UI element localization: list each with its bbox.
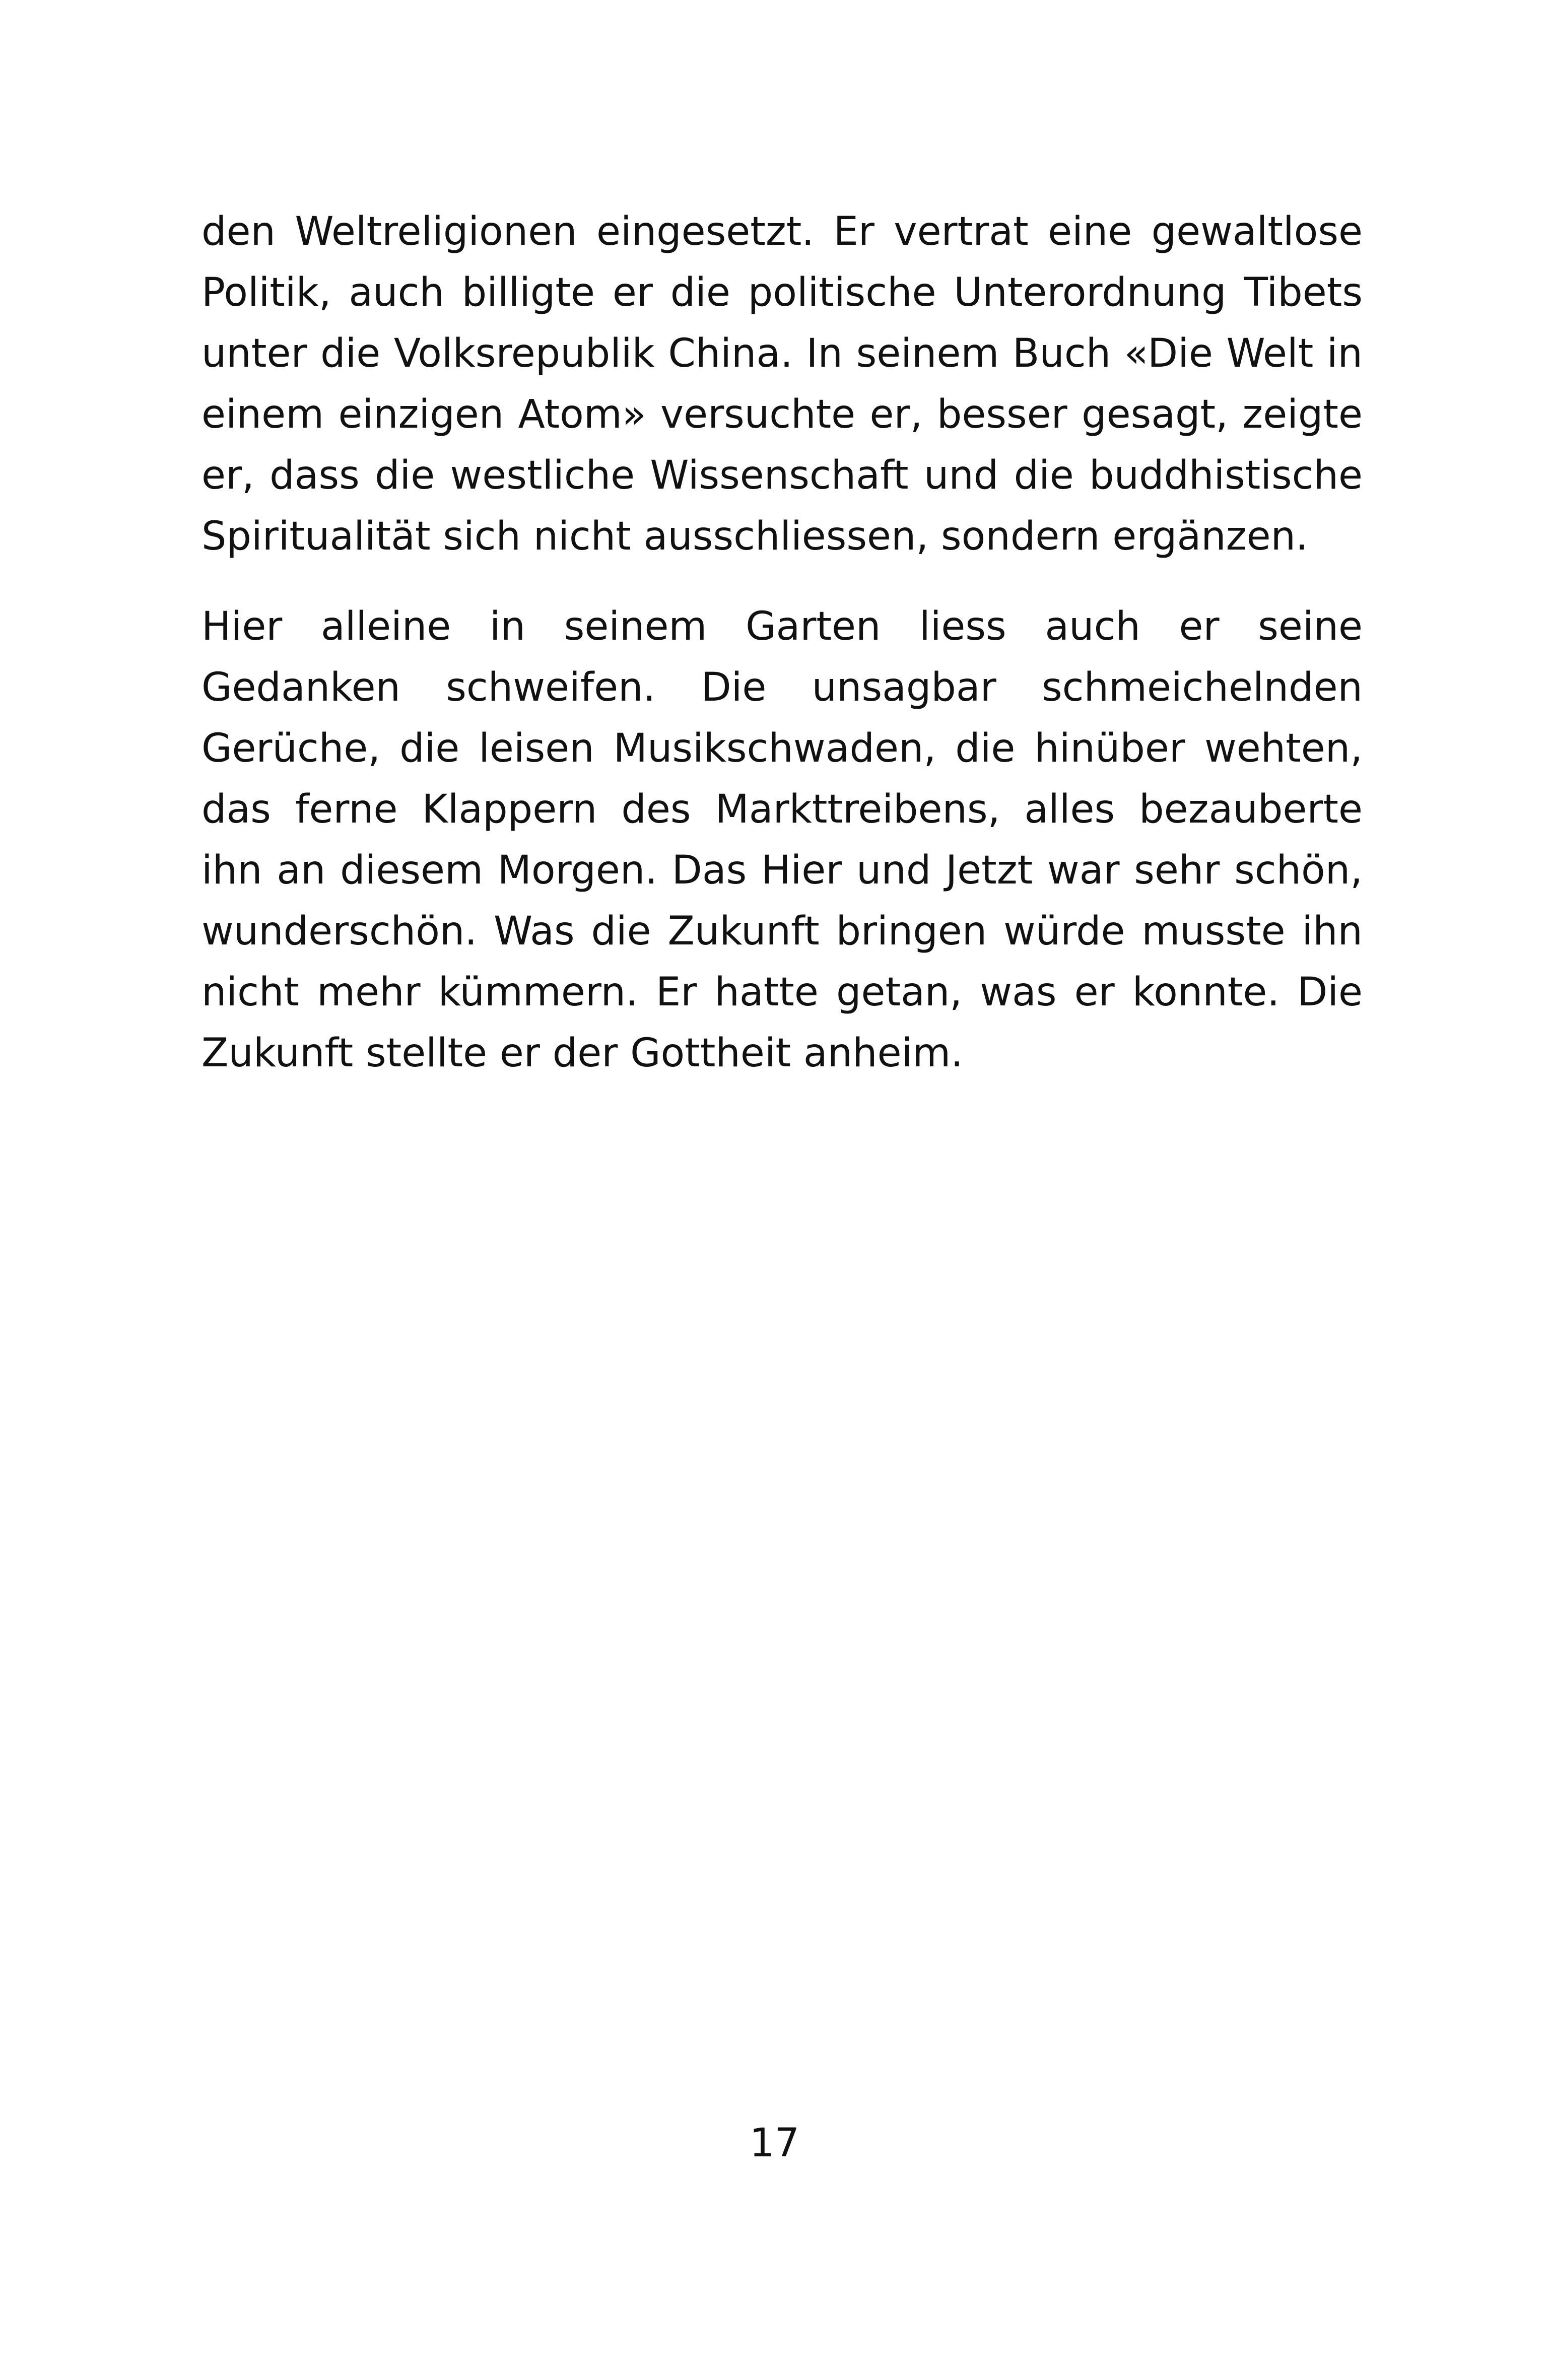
paragraph-1: den Weltreligionen eingesetzt. Er vertrat eine gewaltlose Politik, auch billigte er die politische Unterordnung Tibets unter die Volksrepublik China. In seinem Buch «Die Welt in einem einzigen Atom» versuchte er, besser gesagt, zeigte er, dass die westliche Wissenschaft und die buddhistische Spiritualität sich nicht ausschliessen, sondern ergänzen.	[201, 209, 1363, 559]
body-text	[201, 201, 1363, 1084]
paragraph-2: Hier alleine in seinem Garten liess auch er seine Gedanken schweifen. Die unsagbar schmeichelnden Gerüche, die leisen Musikschwaden, die hinüber wehten, das ferne Klappern des Markttreibens, alles bezauberte ihn an diesem Morgen. Das Hier und Jetzt war sehr schön, wunderschön. Was die Zukunft bringen würde musste ihn nicht mehr kümmern. Er hatte getan, was er konnte. Die Zukunft stellte er der Gottheit anheim.	[201, 604, 1363, 1076]
page-number: 17	[749, 2121, 800, 2166]
